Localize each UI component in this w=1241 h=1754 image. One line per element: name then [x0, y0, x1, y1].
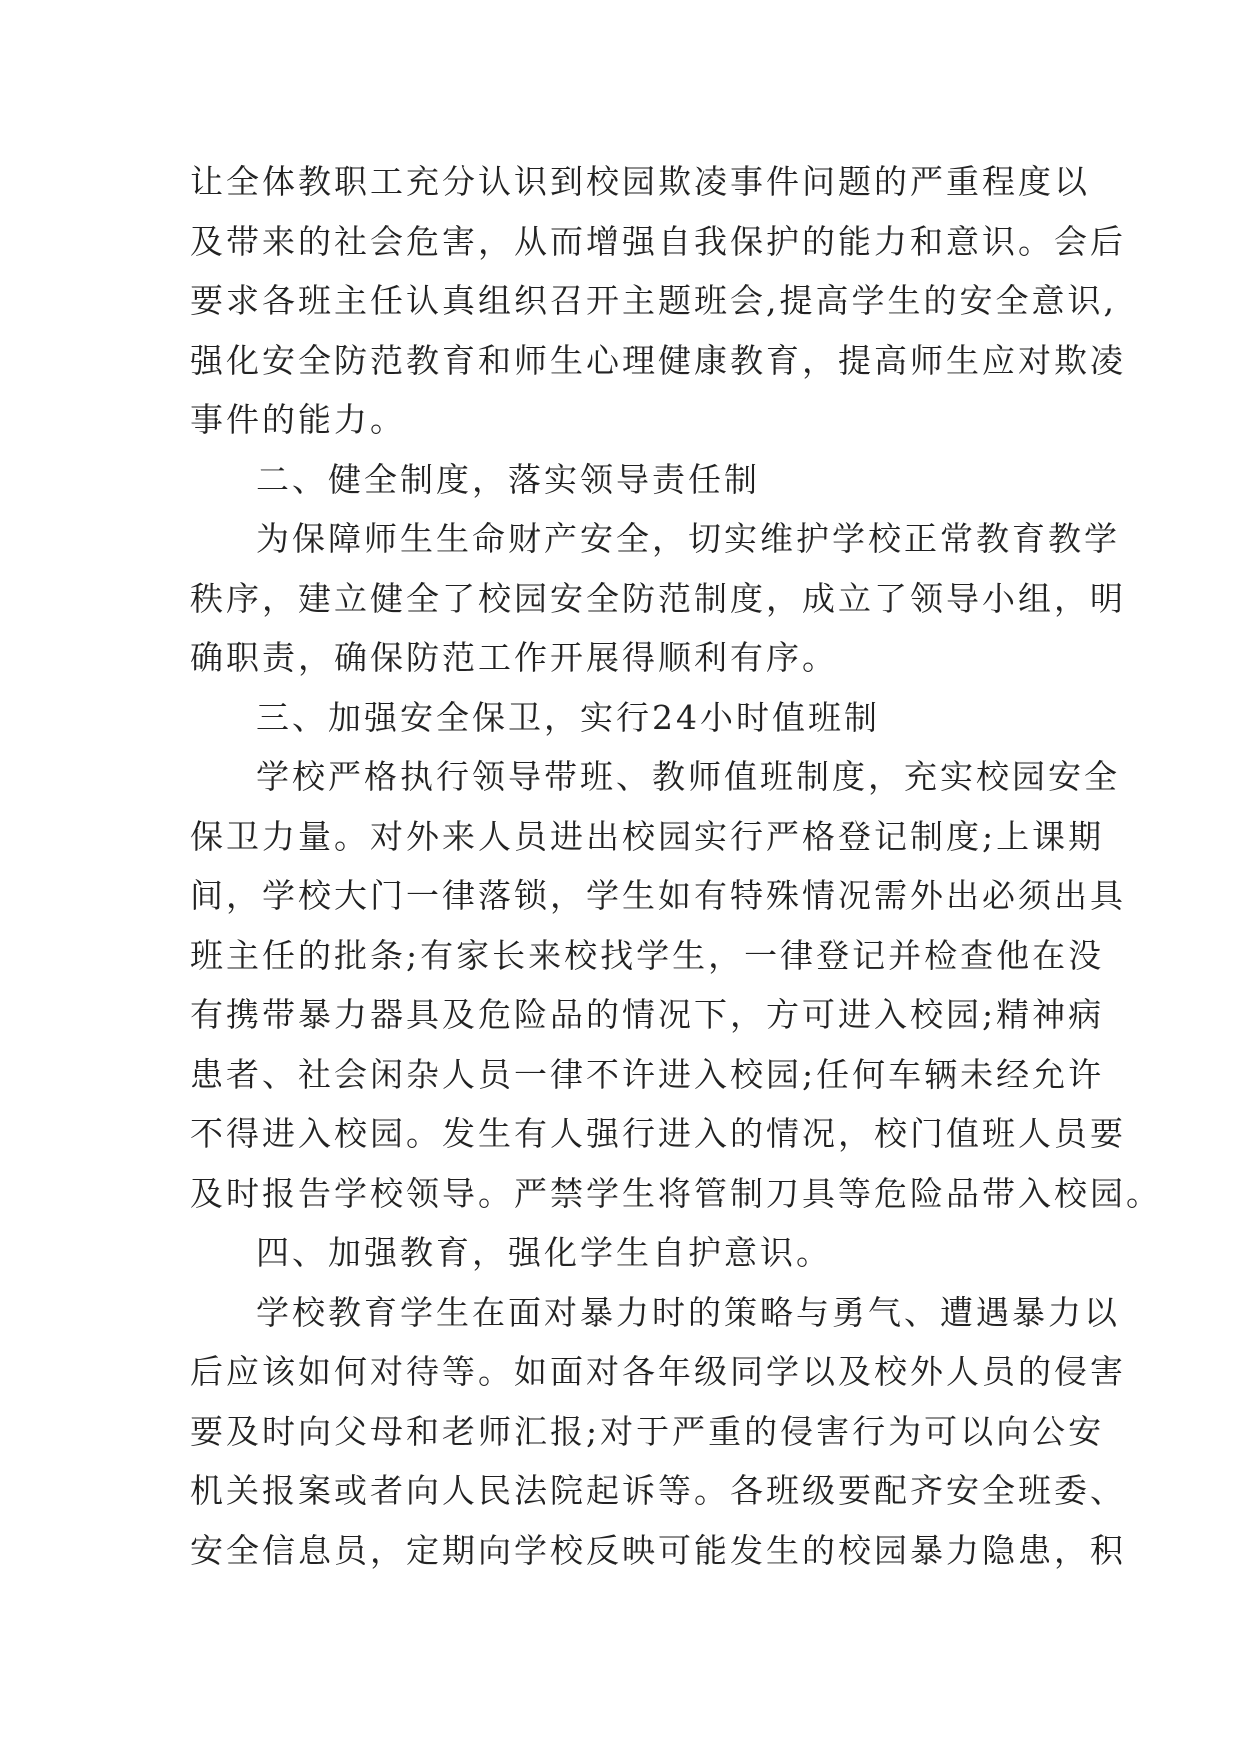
- text-line: 间，学校大门一律落锁，学生如有特殊情况需外出必须出具: [190, 876, 1126, 915]
- text-line: 秩序，建立健全了校园安全防范制度，成立了领导小组，明: [190, 578, 1126, 618]
- text-line: 班主任的批条;有家长来校找学生，一律登记并检查他在没: [190, 935, 1105, 975]
- text-line: 学校严格执行领导带班、教师值班制度，充实校园安全: [256, 757, 1120, 796]
- text-line: 保卫力量。对外来人员进出校园实行严格登记制度;上课期: [190, 816, 1105, 856]
- text-line: 学校教育学生在面对暴力时的策略与勇气、遭遇暴力以: [256, 1292, 1120, 1332]
- text-line: 事件的能力。: [190, 400, 406, 439]
- text-line: 为保障师生生命财产安全，切实维护学校正常教育教学: [256, 519, 1120, 558]
- text-line: 及带来的社会危害，从而增强自我保护的能力和意识。会后: [190, 221, 1126, 261]
- text-line: 机关报案或者向人民法院起诉等。各班级要配齐安全班委、: [190, 1471, 1126, 1510]
- text-line: 确职责，确保防范工作开展得顺利有序。: [190, 638, 838, 677]
- section-heading: 四、加强教育，强化学生自护意识。: [256, 1233, 832, 1272]
- text-line: 强化安全防范教育和师生心理健康教育，提高师生应对欺凌: [190, 340, 1126, 380]
- text-line: 安全信息员，定期向学校反映可能发生的校园暴力隐患，积: [190, 1530, 1126, 1570]
- section-heading: 三、加强安全保卫，实行24小时值班制: [256, 697, 880, 737]
- section-heading: 二、健全制度，落实领导责任制: [256, 459, 760, 499]
- document-body: [190, 152, 1162, 1580]
- text-line: 及时报告学校领导。严禁学生将管制刀具等危险品带入校园。: [190, 1173, 1162, 1213]
- text-line: 患者、社会闲杂人员一律不许进入校园;任何车辆未经允许: [190, 1054, 1105, 1094]
- text-line: 要及时向父母和老师汇报;对于严重的侵害行为可以向公安: [190, 1411, 1105, 1451]
- text-line: 有携带暴力器具及危险品的情况下，方可进入校园;精神病: [190, 995, 1105, 1034]
- text-line: 后应该如何对待等。如面对各年级同学以及校外人员的侵害: [190, 1352, 1126, 1391]
- text-line: 要求各班主任认真组织召开主题班会,提高学生的安全意识,: [190, 281, 1117, 320]
- text-line: 不得进入校园。发生有人强行进入的情况，校门值班人员要: [190, 1114, 1126, 1153]
- text-line: 让全体教职工充分认识到校园欺凌事件问题的严重程度以: [190, 162, 1090, 201]
